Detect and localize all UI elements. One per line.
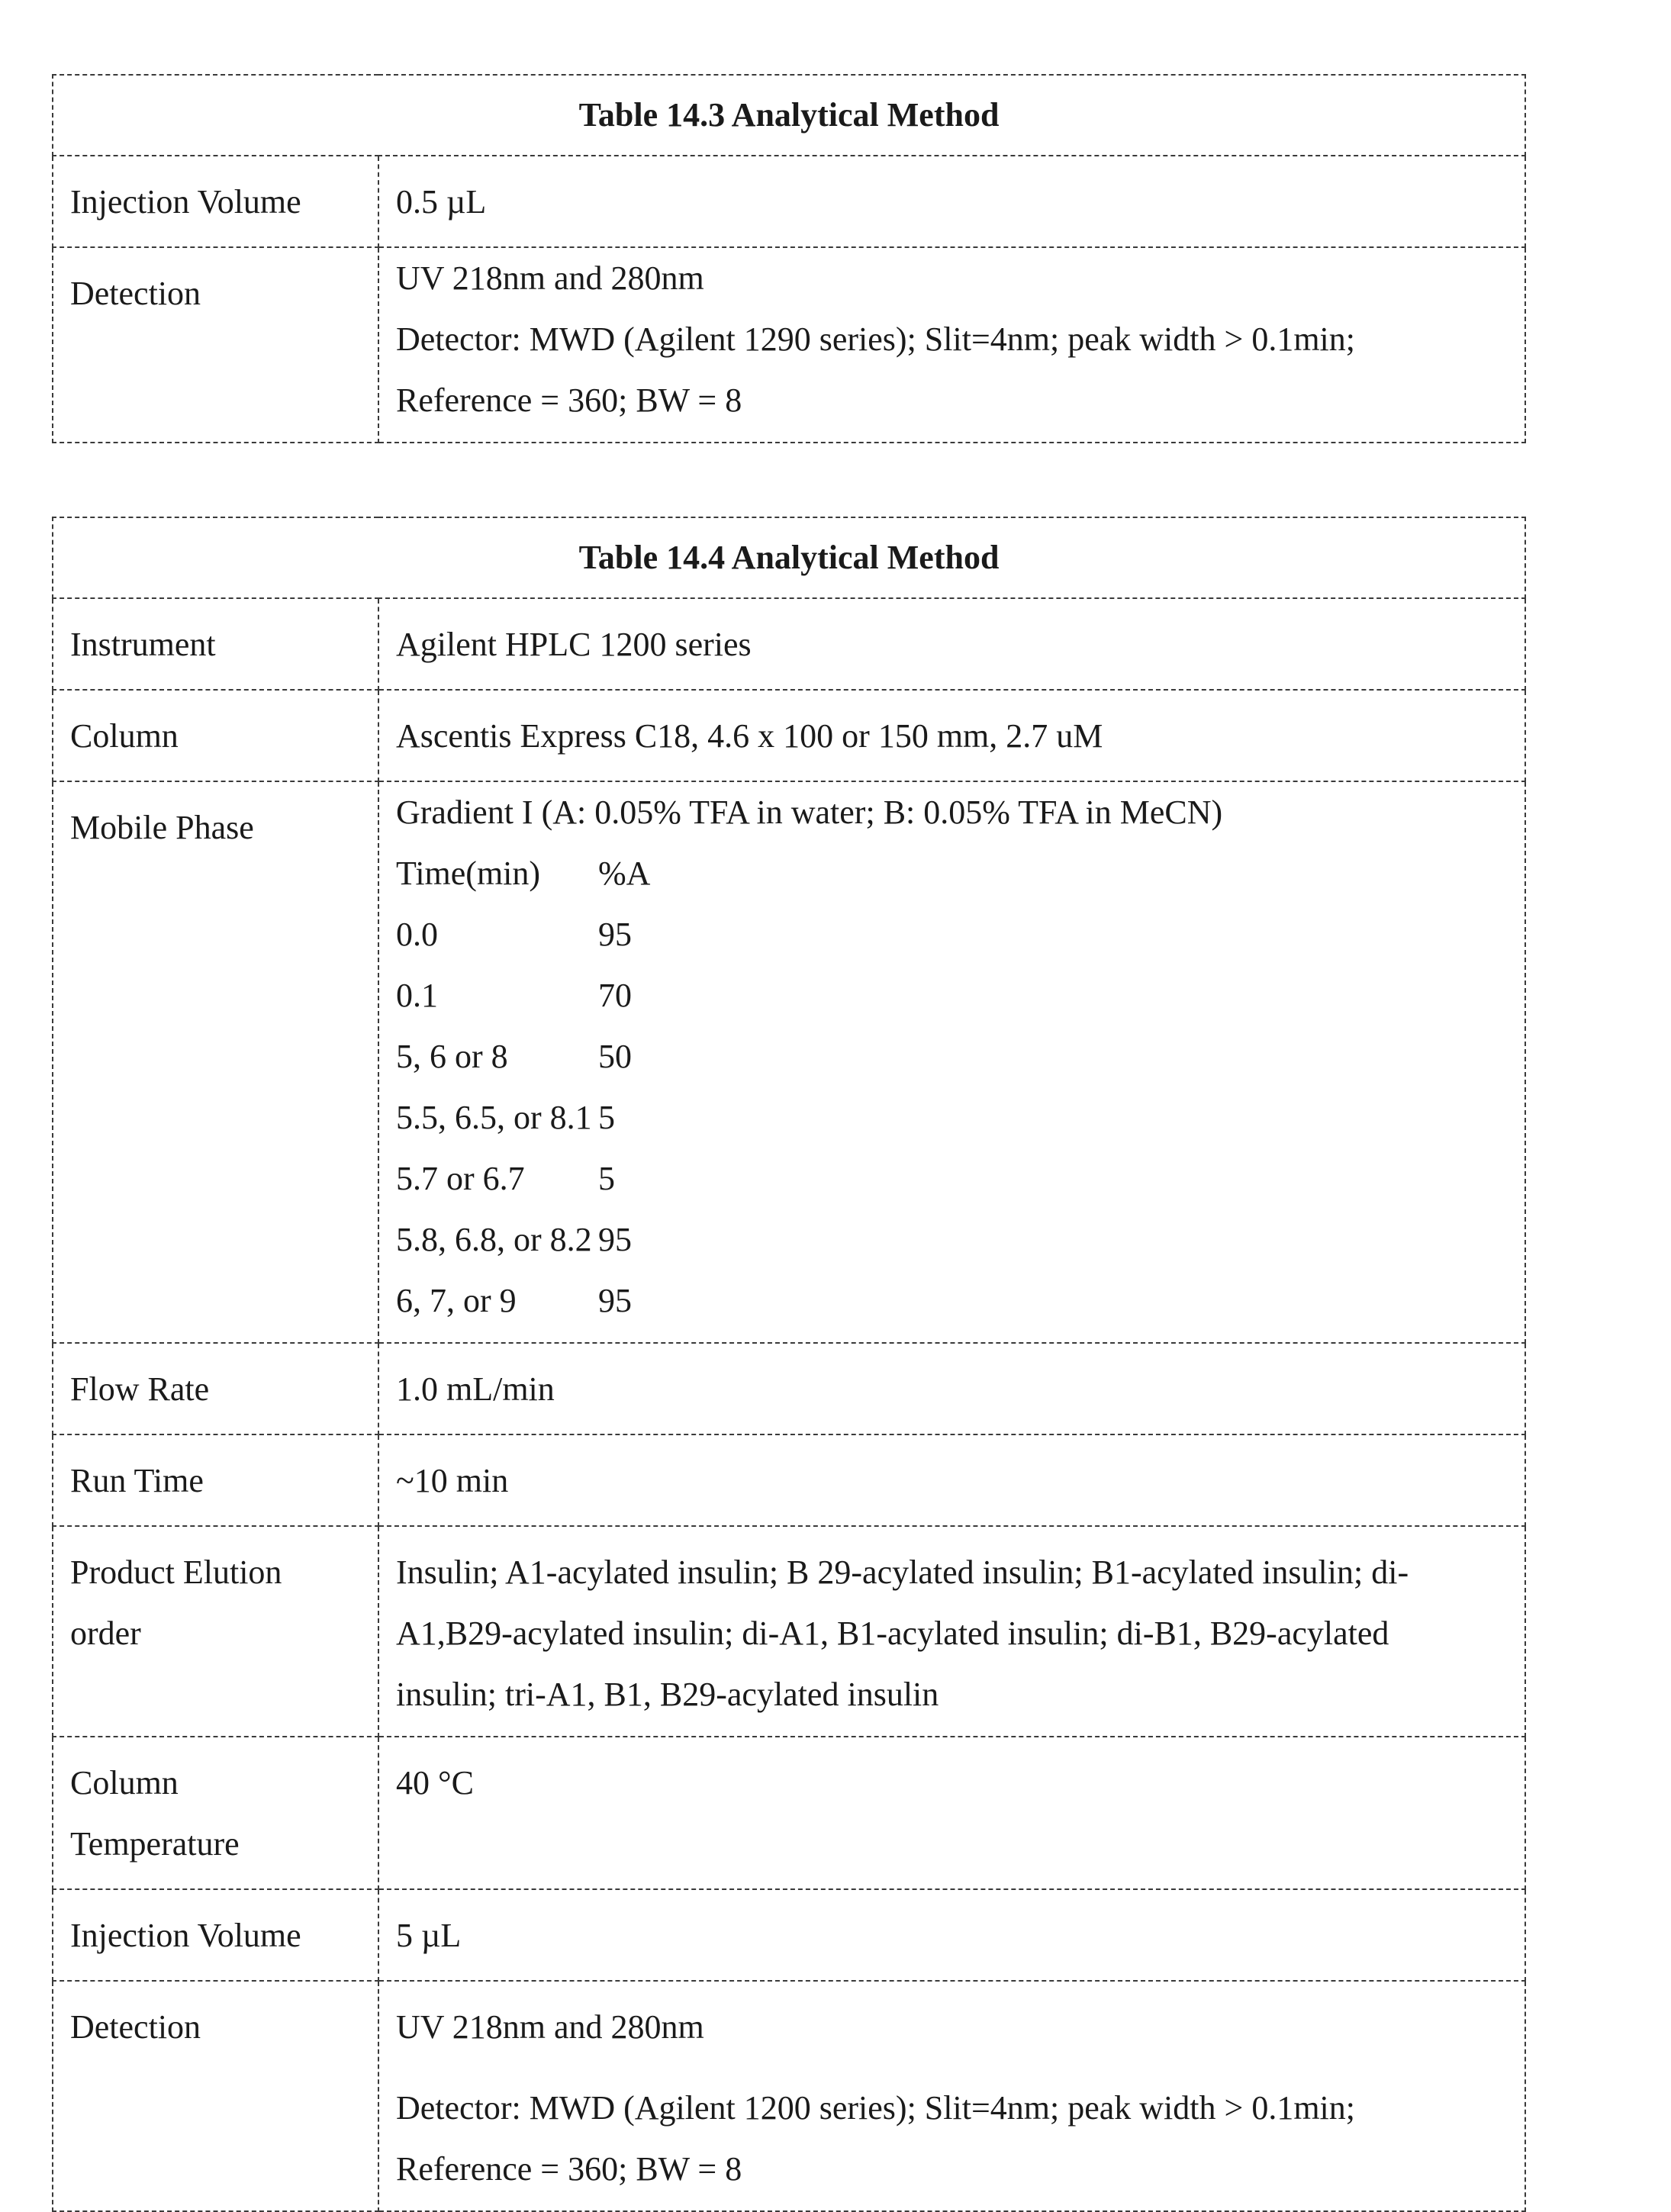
row-injection-volume	[53, 156, 1525, 247]
row-product-elution-order	[53, 1526, 1525, 1737]
row-label: Injection Volume	[53, 156, 378, 247]
row-instrument	[53, 598, 1525, 690]
gradient-step-row	[396, 965, 1508, 1026]
gradient-title: Gradient I (A: 0.05% TFA in water; B: 0.05% TFA in MeCN)	[396, 794, 1223, 831]
row-column	[53, 690, 1525, 781]
detection-line: Reference = 360; BW = 8	[396, 2150, 742, 2188]
row-value: Ascentis Express C18, 4.6 x 100 or 150 mm, 2.7 uM	[378, 690, 1525, 781]
row-value: 40 °C	[378, 1737, 1525, 1889]
row-value: 5 µL	[378, 1889, 1525, 1981]
row-value: ~10 min	[378, 1434, 1525, 1526]
gradient-step-row	[396, 1026, 1508, 1087]
detection-line: Reference = 360; BW = 8	[396, 382, 742, 419]
table-title-row	[53, 517, 1525, 598]
gradient-header	[396, 843, 1508, 904]
detection-line: UV 218nm and 280nm	[396, 259, 704, 297]
row-label: Detection	[53, 1981, 378, 2211]
row-label	[53, 1526, 378, 1737]
row-value: Agilent HPLC 1200 series	[378, 598, 1525, 690]
row-label-line: Temperature	[70, 1825, 240, 1863]
row-label: Column	[53, 690, 378, 781]
table-14-3	[52, 74, 1526, 443]
row-label	[53, 1737, 378, 1889]
table-title: Table 14.3 Analytical Method	[53, 75, 1525, 156]
gradient-step-a: 95	[598, 916, 632, 953]
gradient-steps	[396, 904, 1508, 1331]
row-injection-volume	[53, 1889, 1525, 1981]
gradient-step-time: 0.0	[396, 916, 438, 953]
elution-line: insulin; tri-A1, B1, B29-acylated insulin	[396, 1676, 939, 1713]
gradient-step-time: 6, 7, or 9	[396, 1282, 517, 1319]
row-label: Flow Rate	[53, 1343, 378, 1434]
row-mobile-phase	[53, 781, 1525, 1343]
row-label: Instrument	[53, 598, 378, 690]
gradient-step-time: 5.7 or 6.7	[396, 1160, 525, 1197]
gradient-step-time: 0.1	[396, 977, 438, 1014]
gradient-step-row	[396, 1087, 1508, 1148]
gradient-step-row	[396, 1209, 1508, 1270]
gradient-step-a: 95	[598, 1221, 632, 1258]
row-value: 0.5 µL	[378, 156, 1525, 247]
row-label-line: Column	[70, 1764, 179, 1801]
gradient-step-row	[396, 1270, 1508, 1331]
gradient-step-a: 50	[598, 1038, 632, 1075]
row-detection	[53, 1981, 1525, 2211]
gradient-step-row	[396, 904, 1508, 965]
row-value: 1.0 mL/min	[378, 1343, 1525, 1434]
row-value	[378, 781, 1525, 1343]
gradient-step-time: 5.8, 6.8, or 8.2	[396, 1221, 592, 1258]
elution-line: A1,B29-acylated insulin; di-A1, B1-acylated insulin; di-B1, B29-acylated	[396, 1615, 1389, 1652]
detection-line: Detector: MWD (Agilent 1290 series); Slit=4nm; peak width > 0.1min;	[396, 320, 1355, 358]
gradient-step-a: 5	[598, 1099, 615, 1136]
row-detection	[53, 247, 1525, 443]
row-column-temperature	[53, 1737, 1525, 1889]
gradient-step-row	[396, 1148, 1508, 1209]
gradient-step-time: 5.5, 6.5, or 8.1	[396, 1099, 592, 1136]
gradient-step-a: 5	[598, 1160, 615, 1197]
row-flow-rate	[53, 1343, 1525, 1434]
table-14-4	[52, 517, 1526, 2212]
row-label: Mobile Phase	[53, 781, 378, 1343]
gradient-header-time: Time(min)	[396, 855, 541, 892]
row-label: Run Time	[53, 1434, 378, 1526]
gradient-step-a: 95	[598, 1282, 632, 1319]
row-value	[378, 247, 1525, 443]
row-value	[378, 1526, 1525, 1737]
gradient-header-a: %A	[598, 855, 651, 892]
row-label-line: Product Elution	[70, 1554, 282, 1591]
table-title-row	[53, 75, 1525, 156]
detection-line: UV 218nm and 280nm	[396, 2008, 704, 2046]
row-run-time	[53, 1434, 1525, 1526]
gradient-step-time: 5, 6 or 8	[396, 1038, 508, 1075]
row-label-line: order	[70, 1615, 141, 1652]
detection-line: Detector: MWD (Agilent 1200 series); Slit=4nm; peak width > 0.1min;	[396, 2089, 1355, 2127]
gradient-step-a: 70	[598, 977, 632, 1014]
row-value	[378, 1981, 1525, 2211]
row-label: Injection Volume	[53, 1889, 378, 1981]
table-title: Table 14.4 Analytical Method	[53, 517, 1525, 598]
row-label: Detection	[53, 247, 378, 443]
elution-line: Insulin; A1-acylated insulin; B 29-acylated insulin; B1-acylated insulin; di-	[396, 1554, 1409, 1591]
